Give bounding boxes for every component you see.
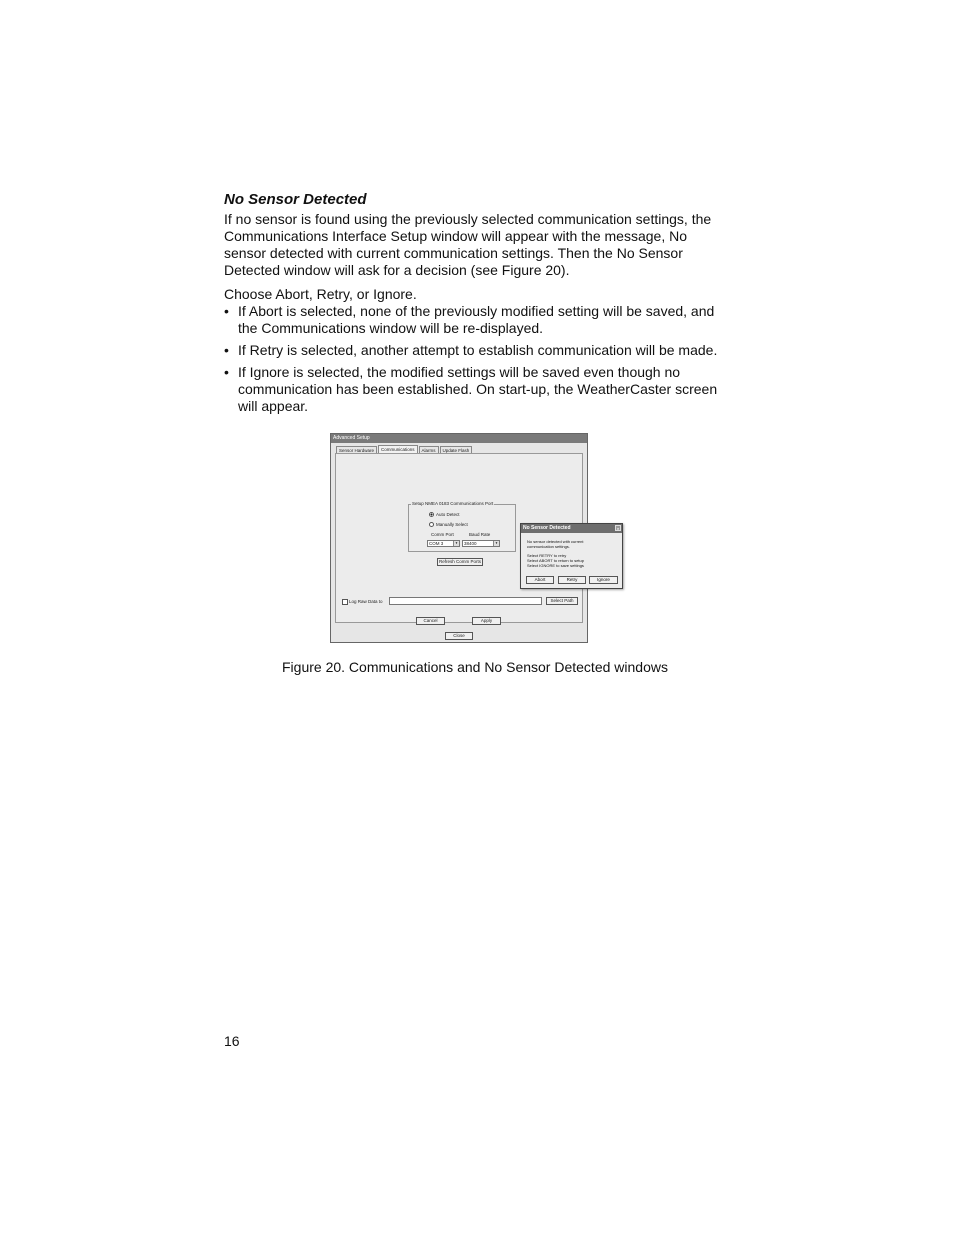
dialog-message: communication settings.	[527, 544, 570, 549]
choose-line: Choose Abort, Retry, or Ignore.	[224, 286, 417, 302]
log-path-input[interactable]	[389, 597, 542, 605]
dialog-title	[521, 524, 622, 533]
bullet-symbol: •	[224, 342, 229, 358]
bullet-symbol: •	[224, 364, 229, 380]
list-item-retry	[224, 342, 724, 359]
dialog-message: No sensor detected with current	[527, 539, 584, 544]
bullet-line: If Retry is selected, another attempt to establish communication will be made.	[238, 342, 718, 358]
dialog-title-text: No Sensor Detected	[523, 525, 571, 531]
manually-select-label: Manually Select	[436, 522, 468, 527]
retry-button[interactable]: Retry	[558, 576, 586, 584]
bullet-line: the Communications window will be re-displayed.	[238, 320, 544, 336]
no-sensor-dialog	[520, 523, 623, 589]
comm-port-label: Comm Port	[431, 532, 454, 537]
log-raw-data-checkbox[interactable]	[342, 599, 348, 605]
page-number: 16	[224, 1033, 240, 1049]
bullet-line: communication has been established. On start-up, the WeatherCaster screen	[238, 381, 718, 397]
close-button[interactable]: Close	[445, 632, 473, 640]
figure-caption: Figure 20. Communications and No Sensor Detected windows	[282, 659, 668, 675]
tab-sensor-hardware[interactable]: Sensor Hardware	[336, 446, 377, 454]
dropdown-arrow-icon: ▼	[455, 541, 458, 545]
abort-button[interactable]: Abort	[526, 576, 554, 584]
options-list	[224, 303, 724, 420]
comm-port-value: COM 3	[429, 541, 444, 546]
log-raw-data-label: Log Raw Data to	[349, 599, 383, 604]
intro-line: Detected window will ask for a decision (see Figure 20).	[224, 262, 570, 278]
comm-port-select[interactable]	[427, 540, 460, 547]
group-title: Setup NMEA 0183 Communications Port	[412, 501, 494, 506]
ignore-button[interactable]: Ignore	[589, 576, 618, 584]
dropdown-arrow-icon: ▼	[495, 541, 498, 545]
baud-rate-value: 38400	[464, 541, 477, 546]
tab-update-flash[interactable]: Update Flash	[440, 446, 473, 454]
refresh-comm-ports-button[interactable]: Refresh Comm Ports	[438, 559, 481, 564]
tab-communications[interactable]: Communications	[378, 445, 418, 454]
bullet-line: will appear.	[238, 398, 309, 414]
cancel-button[interactable]: Cancel	[416, 617, 445, 625]
bullet-symbol: •	[224, 303, 229, 319]
close-icon[interactable]: ×	[616, 526, 620, 531]
tab-alarms[interactable]: Alarms	[419, 446, 439, 454]
radio-selected-icon	[429, 512, 434, 517]
radio-icon	[429, 522, 434, 527]
intro-paragraph	[224, 211, 724, 279]
baud-rate-select[interactable]	[462, 540, 500, 547]
dialog-instruction: Select ABORT to return to setup	[527, 558, 584, 563]
intro-line: Communications Interface Setup window will appear with the message, No	[224, 228, 688, 244]
dialog-instruction: Select RETRY to retry	[527, 553, 567, 558]
intro-line: sensor detected with current communication settings. Then the No Sensor	[224, 245, 683, 261]
bullet-line: If Ignore is selected, the modified settings will be saved even though no	[238, 364, 681, 380]
bullet-line: If Abort is selected, none of the previously modified setting will be saved, and	[238, 303, 715, 319]
list-item-ignore	[224, 364, 724, 415]
auto-detect-radio[interactable]	[429, 512, 460, 517]
dialog-instruction: Select IGNORE to save settings	[527, 563, 584, 568]
window-title: Advanced Setup	[331, 434, 587, 443]
select-path-button[interactable]: Select Path	[546, 597, 578, 605]
auto-detect-label: Auto Detect	[436, 512, 460, 517]
section-heading: No Sensor Detected	[224, 191, 367, 208]
apply-button[interactable]: Apply	[472, 617, 501, 625]
list-item-abort	[224, 303, 724, 337]
nmea-port-group	[408, 501, 516, 552]
baud-rate-label: Baud Rate	[469, 532, 491, 537]
manually-select-radio[interactable]	[429, 522, 468, 527]
intro-line: If no sensor is found using the previously selected communication settings, the	[224, 211, 712, 227]
